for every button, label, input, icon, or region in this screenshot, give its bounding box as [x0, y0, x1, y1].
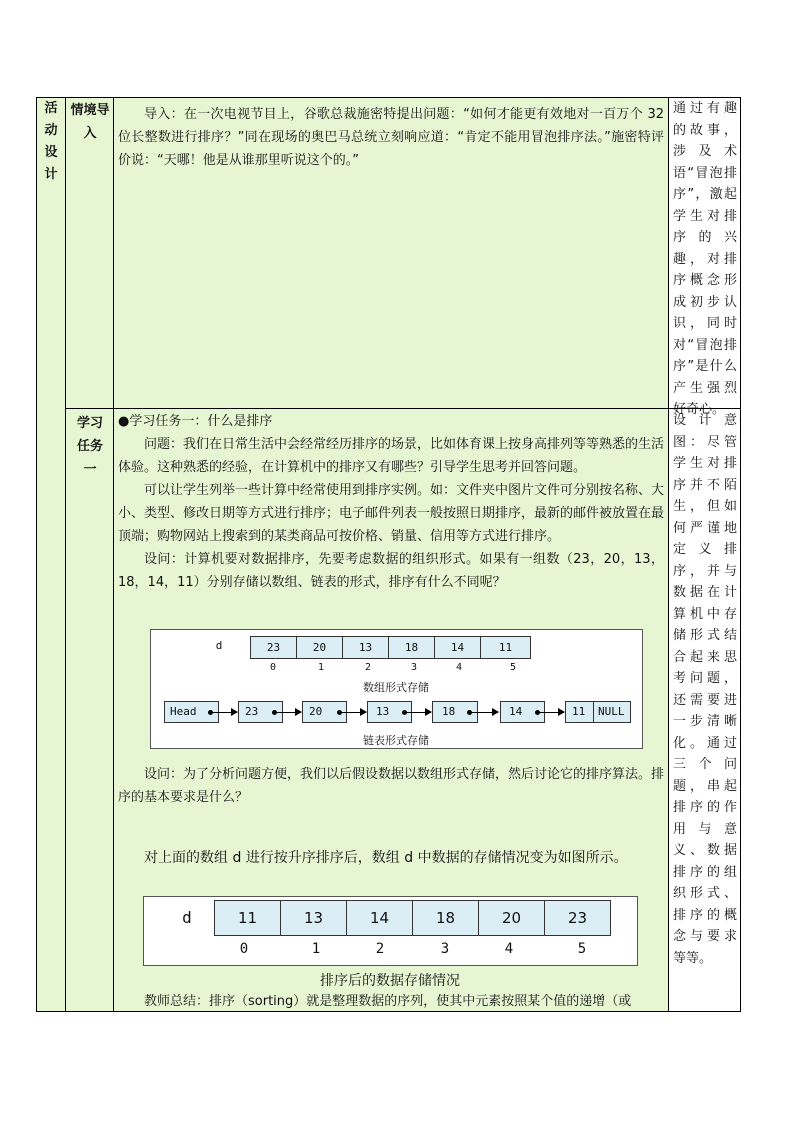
array-cell: 20	[296, 636, 343, 659]
list-node: 18	[432, 701, 478, 723]
sorted-array-index: 3	[440, 941, 450, 957]
array-index: 2	[364, 662, 372, 673]
task1-design-note: 设计意图：尽管学生对排序并不陌生，但如何严谨地定义排序，并与数据在计算机中存储形式结合起来思考问题，还需要进一步清晰化。通过三个问题，串起排序的作用与意义、数据排序的组织形式、排序的概念与要求等等。	[673, 413, 737, 966]
header-line: 学习	[76, 416, 103, 431]
list-node: 13	[367, 701, 412, 723]
task1-examples: 可以让学生列举一些计算中经常使用到排序实例。如：文件夹中图片文件可分别按名称、大小、类型、修改日期等方式进行排序；电子邮件列表一般按照日期排序，最新的邮件被放置在最顶端；购物网站上搜索到的某类商品可按价格、销量、信用等方式进行排序。	[118, 483, 665, 544]
sorted-array-label: d	[182, 908, 192, 927]
array-caption: 数组形式存储	[363, 681, 429, 694]
list-tail-node: 11 NULL	[565, 701, 631, 723]
list-node: 23	[238, 701, 283, 723]
array-index: 0	[269, 662, 277, 673]
section-task1-header	[68, 412, 112, 481]
task1-text-block	[118, 410, 664, 594]
array-cell: 18	[388, 636, 435, 659]
array-cell: 13	[342, 636, 389, 659]
pointer-arrow	[212, 712, 237, 713]
activity-design-header	[37, 98, 65, 186]
array-index: 5	[509, 662, 517, 673]
sorted-array-index: 5	[577, 941, 587, 957]
storage-figure	[150, 629, 643, 749]
intro-design-note: 通过有趣的故事，涉及术语“冒泡排序”，激起学生对排序的兴趣，对排序概念形成初步认识，同时对“冒泡排序”是什么产生强烈好奇心。	[673, 101, 737, 417]
pointer-arrow	[341, 712, 366, 713]
sorted-array-cell: 11	[214, 900, 281, 936]
sorted-array-index: 4	[504, 941, 514, 957]
header-char: 动	[44, 123, 58, 138]
sorted-array-caption: 排序后的数据存储情况	[320, 973, 460, 989]
section-intro-header: 情境导入	[70, 103, 110, 141]
array-cell: 23	[250, 636, 297, 659]
task1-question-storage: 设问：计算机要对数据排序，先要考虑数据的组织形式。如果有一组数（23，20，13，18，14，11）分别存储以数组、链表的形式，排序有什么不同呢？	[118, 552, 664, 590]
list-node: 14	[500, 701, 545, 723]
task1-question-requirement: 设问：为了分析问题方便，我们以后假设数据以数组形式存储，然后讨论它的排序算法。排序的基本要求是什么？	[118, 767, 665, 805]
header-char: 活	[44, 101, 58, 116]
sorted-array-index: 2	[375, 941, 385, 957]
header-line: 一	[83, 462, 97, 477]
array-label: d	[215, 639, 223, 652]
pointer-arrow	[406, 712, 431, 713]
header-char: 设	[44, 145, 58, 160]
sorted-array-cell: 23	[544, 900, 611, 936]
header-line: 任务	[76, 439, 103, 454]
list-node: 20	[302, 701, 347, 723]
array-index: 3	[410, 662, 418, 673]
task1-question: 问题：我们在日常生活中会经常经历排序的场景，比如体育课上按身高排列等等熟悉的生活体验。这种熟悉的经验，在计算机中的排序又有哪些？引导学生思考并回答问题。	[118, 437, 665, 475]
sorted-array-index: 0	[239, 941, 249, 957]
array-index: 4	[455, 662, 463, 673]
pointer-arrow	[539, 712, 564, 713]
pointer-arrow	[471, 712, 498, 713]
intro-paragraph: 导入：在一次电视节目上，谷歌总裁施密特提出问题：“如何才能更有效地对一百万个 32 位长整数进行排序？”同在现场的奥巴马总统立刻响应道：“肯定不能用冒泡排序法。”施密特评价说：“天哪！他是从谁那里听说这个的。”	[118, 107, 664, 168]
array-cell: 11	[480, 636, 531, 659]
array-index: 1	[317, 662, 325, 673]
sorted-array-index: 1	[311, 941, 321, 957]
sorted-array-figure	[143, 896, 638, 966]
task1-sorted-intro: 对上面的数组 d 进行按升序排序后，数组 d 中数据的存储情况变为如图所示。	[144, 850, 628, 866]
intro-text-block	[118, 103, 664, 172]
pointer-arrow	[276, 712, 301, 713]
sorted-array-cell: 13	[280, 900, 347, 936]
sorted-array-cell: 18	[412, 900, 479, 936]
task1-title: ●学习任务一：什么是排序	[118, 414, 273, 429]
header-char: 计	[44, 167, 58, 182]
task1-summary: 教师总结：排序（sorting）就是整理数据的序列，使其中元素按照某个值的递增（或	[144, 994, 632, 1009]
sorted-array-cell: 20	[478, 900, 545, 936]
array-cell: 14	[434, 636, 481, 659]
list-head: Head	[164, 701, 219, 723]
sorted-array-cell: 14	[346, 900, 413, 936]
list-caption: 链表形式存储	[363, 734, 429, 747]
